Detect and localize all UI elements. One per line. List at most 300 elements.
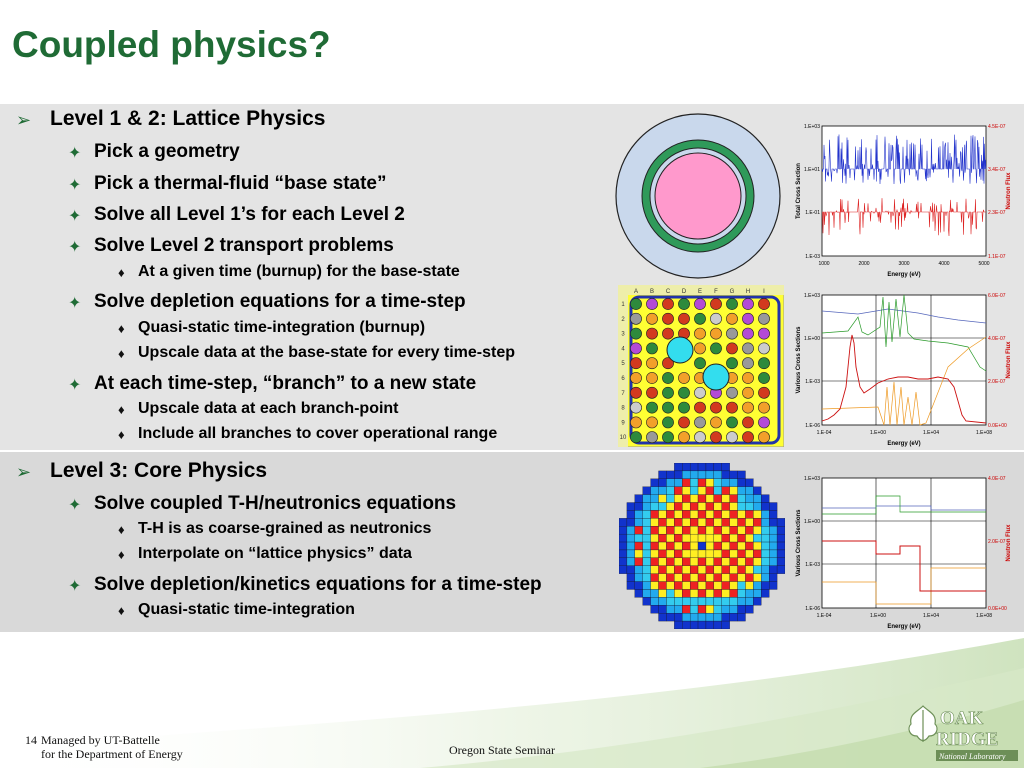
core-cell: [698, 542, 706, 550]
core-cell: [682, 582, 690, 590]
core-cell: [619, 518, 627, 526]
core-cell: [722, 526, 730, 534]
core-cell: [627, 503, 635, 511]
core-cell: [722, 613, 730, 621]
core-cell: [674, 479, 682, 487]
fuel-pin: [646, 432, 657, 443]
y2-axis-label: Neutron Flux: [1006, 172, 1012, 210]
core-cell: [674, 510, 682, 518]
fuel-pin: [646, 313, 657, 324]
core-cell: [698, 495, 706, 503]
core-cell: [730, 589, 738, 597]
core-cell: [777, 518, 785, 526]
core-cell: [659, 542, 667, 550]
y-tick-label: 1.E-06: [805, 606, 820, 612]
core-cell: [690, 526, 698, 534]
core-cell: [643, 518, 651, 526]
section1-item: Solve all Level 1’s for each Level 2: [94, 204, 405, 225]
core-cell: [690, 589, 698, 597]
core-cell: [753, 566, 761, 574]
footer-center-text: Oregon State Seminar: [449, 743, 555, 757]
fuel-pin: [742, 432, 753, 443]
fuel-pin: [758, 432, 769, 443]
core-cell: [714, 518, 722, 526]
logo-national-laboratory-text: National Laboratory: [939, 752, 1006, 761]
core-cell: [769, 518, 777, 526]
fuel-pin: [758, 402, 769, 413]
core-cell: [674, 463, 682, 471]
core-cell: [698, 558, 706, 566]
core-cell: [753, 589, 761, 597]
core-cell: [722, 582, 730, 590]
core-cell: [753, 574, 761, 582]
core-cell: [745, 582, 753, 590]
core-cell: [635, 574, 643, 582]
core-cell: [666, 487, 674, 495]
core-cell: [659, 487, 667, 495]
guide-tube: [667, 337, 693, 363]
core-cell: [643, 582, 651, 590]
section1-subitem: At a given time (burnup) for the base-state: [138, 263, 460, 280]
core-cell: [714, 613, 722, 621]
fuel-pin: [630, 298, 641, 309]
star-bullet-icon: ✦: [68, 177, 82, 194]
star-bullet-icon: ✦: [68, 208, 82, 225]
core-cell: [651, 566, 659, 574]
core-cell: [651, 487, 659, 495]
core-cell: [769, 534, 777, 542]
core-cell: [753, 495, 761, 503]
core-cell: [745, 566, 753, 574]
core-cell: [659, 495, 667, 503]
core-cell: [745, 503, 753, 511]
core-cell: [635, 542, 643, 550]
y2-tick-label: 2.3E-07: [988, 210, 1006, 216]
fuel-pin: [726, 402, 737, 413]
core-cell: [738, 503, 746, 511]
core-cell: [753, 542, 761, 550]
core-cell: [777, 550, 785, 558]
core-cell: [643, 542, 651, 550]
core-cell: [651, 534, 659, 542]
core-cell: [730, 558, 738, 566]
core-cell: [666, 495, 674, 503]
core-cell: [714, 479, 722, 487]
section1-heading: Level 1 & 2: Lattice Physics: [50, 107, 326, 130]
core-cell: [761, 566, 769, 574]
fuel-pin: [630, 313, 641, 324]
core-cell: [635, 566, 643, 574]
core-cell: [659, 471, 667, 479]
fuel-pin: [758, 328, 769, 339]
core-cell: [627, 526, 635, 534]
core-cell: [666, 534, 674, 542]
core-cell: [745, 597, 753, 605]
core-cell: [674, 558, 682, 566]
footer-managed-line2: for the Department of Energy: [41, 747, 183, 761]
core-cell: [730, 479, 738, 487]
x-tick-label: 1.E-04: [816, 613, 832, 619]
fuel-pin: [758, 298, 769, 309]
core-cell: [635, 510, 643, 518]
core-cell: [651, 510, 659, 518]
core-cell: [730, 510, 738, 518]
core-cell: [682, 589, 690, 597]
core-cell: [738, 510, 746, 518]
core-cell: [651, 495, 659, 503]
y2-tick-label: 1.1E-07: [988, 254, 1006, 260]
assembly-row-label: 8: [621, 405, 625, 412]
y-tick-label: 1.E+03: [804, 476, 820, 482]
core-cell: [682, 518, 690, 526]
core-cell: [666, 471, 674, 479]
core-cell: [619, 526, 627, 534]
core-cell: [682, 558, 690, 566]
core-cell: [761, 503, 769, 511]
core-cell: [698, 582, 706, 590]
core-cell: [761, 534, 769, 542]
core-cell: [706, 503, 714, 511]
y-tick-label: 1.E-01: [805, 210, 820, 216]
core-cell: [690, 463, 698, 471]
core-cell: [738, 582, 746, 590]
y2-tick-label: 2.0E-07: [988, 539, 1006, 545]
core-cell: [730, 613, 738, 621]
y2-tick-label: 4.0E-07: [988, 476, 1006, 482]
diamond-bullet-icon: ♦: [118, 265, 125, 280]
fuel-pin: [758, 358, 769, 369]
core-cell: [682, 542, 690, 550]
core-cell: [690, 503, 698, 511]
y2-tick-label: 4.0E-07: [988, 336, 1006, 342]
core-cell: [682, 605, 690, 613]
core-cell: [674, 605, 682, 613]
core-cell: [666, 558, 674, 566]
assembly-column-label: A: [633, 289, 639, 295]
logo-ridge-text: RIDGE: [936, 729, 999, 750]
oak-leaf-icon: [909, 706, 937, 742]
core-cell: [706, 550, 714, 558]
core-cell: [714, 510, 722, 518]
core-cell: [769, 526, 777, 534]
arrow-bullet-icon: ➢: [16, 462, 32, 482]
core-cell: [666, 574, 674, 582]
core-cell: [761, 542, 769, 550]
core-cell: [698, 589, 706, 597]
fuel-pin: [646, 372, 657, 383]
fuel-pin: [726, 313, 737, 324]
core-cell: [769, 582, 777, 590]
core-cell: [643, 526, 651, 534]
core-cell: [745, 558, 753, 566]
core-cell: [745, 479, 753, 487]
section2-item: Solve depletion/kinetics equations for a time-step: [94, 574, 542, 595]
core-cell: [674, 582, 682, 590]
y-tick-label: 1.E+01: [804, 167, 820, 173]
core-cell: [690, 582, 698, 590]
core-cell: [682, 550, 690, 558]
core-cell: [666, 503, 674, 511]
assembly-column-label: H: [745, 289, 751, 295]
core-cell: [722, 503, 730, 511]
core-cell: [659, 589, 667, 597]
fuel-pin: [630, 387, 641, 398]
core-cell: [730, 495, 738, 503]
star-bullet-icon: ✦: [68, 578, 82, 595]
chart-cross-section-vs-energy-1: [788, 118, 1020, 280]
core-cell: [682, 574, 690, 582]
core-cell: [643, 589, 651, 597]
core-cell: [753, 558, 761, 566]
core-cell: [643, 597, 651, 605]
core-cell: [674, 495, 682, 503]
core-cell: [674, 471, 682, 479]
core-cell: [769, 510, 777, 518]
fuel-pin: [678, 402, 689, 413]
core-cell: [761, 550, 769, 558]
core-cell: [627, 582, 635, 590]
core-cell: [651, 518, 659, 526]
x-tick-label: 5000: [978, 261, 990, 267]
y-tick-label: 1.E-03: [805, 379, 820, 385]
core-cell: [619, 558, 627, 566]
core-cell: [666, 510, 674, 518]
core-cell: [730, 566, 738, 574]
core-cell: [674, 613, 682, 621]
fuel-pin: [758, 417, 769, 428]
assembly-column-label: G: [729, 289, 735, 295]
core-cell: [690, 487, 698, 495]
fuel-pin: [662, 298, 673, 309]
fuel-pin: [678, 313, 689, 324]
core-cell: [706, 574, 714, 582]
fuel-pin: [726, 387, 737, 398]
y2-axis-label: Neutron Flux: [1006, 341, 1012, 379]
core-cell: [730, 534, 738, 542]
core-cell: [682, 479, 690, 487]
fuel-pin: [662, 402, 673, 413]
section1-subitem: Upscale data at each branch-point: [138, 400, 399, 417]
core-cell: [698, 550, 706, 558]
core-cell: [619, 550, 627, 558]
fuel-pin: [630, 417, 641, 428]
assembly-column-label: C: [665, 289, 671, 295]
core-cell: [698, 479, 706, 487]
assembly-column-label: I: [763, 289, 765, 295]
fuel-pin: [710, 402, 721, 413]
core-cell: [698, 605, 706, 613]
core-cell: [666, 605, 674, 613]
core-cell: [666, 542, 674, 550]
core-cell: [722, 597, 730, 605]
core-cell: [753, 526, 761, 534]
fuel-pin: [662, 372, 673, 383]
core-cell: [745, 574, 753, 582]
core-cell: [659, 518, 667, 526]
assembly-column-label: B: [649, 289, 655, 295]
core-cell: [706, 510, 714, 518]
core-cell: [698, 597, 706, 605]
y-axis-label: Various Cross Sections: [796, 509, 802, 577]
fuel-pin: [630, 358, 641, 369]
y2-tick-label: 0.0E+00: [988, 606, 1007, 612]
core-cell: [627, 558, 635, 566]
core-cell: [714, 487, 722, 495]
core-cell: [745, 542, 753, 550]
core-cell: [635, 503, 643, 511]
fuel-pin: [758, 313, 769, 324]
core-cell: [722, 558, 730, 566]
core-cell: [722, 471, 730, 479]
core-cell: [706, 605, 714, 613]
core-cell: [745, 495, 753, 503]
core-cell: [722, 534, 730, 542]
core-cell: [674, 597, 682, 605]
core-cell: [659, 534, 667, 542]
core-cell: [745, 589, 753, 597]
y-axis-label: Various Cross Sections: [796, 326, 802, 394]
core-cell: [777, 542, 785, 550]
core-cell: [753, 510, 761, 518]
section1-subitem: Upscale data at the base-state for every time-step: [138, 344, 516, 361]
fuel-pin: [742, 372, 753, 383]
fuel-pin: [630, 372, 641, 383]
x-tick-label: 1.E+00: [870, 430, 886, 436]
assembly-row-label: 4: [621, 346, 625, 353]
core-cell: [690, 542, 698, 550]
y2-axis-label: Neutron Flux: [1006, 524, 1012, 562]
oak-ridge-logo: [903, 700, 1021, 766]
core-cell: [730, 526, 738, 534]
fuel-pin: [678, 298, 689, 309]
core-cell: [674, 526, 682, 534]
core-cell: [666, 550, 674, 558]
fuel-pin: [662, 417, 673, 428]
core-cell: [674, 503, 682, 511]
section1-subitem: Include all branches to cover operational range: [138, 425, 498, 442]
core-cell: [651, 582, 659, 590]
page-number: 14: [25, 733, 37, 747]
core-cell: [643, 558, 651, 566]
core-cell: [651, 542, 659, 550]
core-cell: [722, 550, 730, 558]
core-cell: [690, 597, 698, 605]
core-cell: [722, 542, 730, 550]
fuel-pin: [710, 313, 721, 324]
y2-tick-label: 6.0E-07: [988, 293, 1006, 299]
fuel-pin: [742, 402, 753, 413]
core-cell: [659, 479, 667, 487]
assembly-row-label: 1: [621, 302, 625, 308]
fuel-pin: [742, 417, 753, 428]
fuel-pin: [742, 298, 753, 309]
x-tick-label: 1.E+08: [976, 613, 992, 619]
core-cell: [627, 534, 635, 542]
section1-item: Solve depletion equations for a time-step: [94, 291, 466, 312]
core-cell: [659, 503, 667, 511]
fuel-pin: [694, 313, 705, 324]
section2-subitem: T-H is as coarse-grained as neutronics: [138, 520, 432, 537]
core-cell: [682, 495, 690, 503]
core-cell: [666, 518, 674, 526]
core-cell: [761, 558, 769, 566]
core-cell: [753, 487, 761, 495]
core-cell: [690, 471, 698, 479]
core-cell: [698, 471, 706, 479]
core-cell: [745, 534, 753, 542]
core-cell: [706, 534, 714, 542]
y-tick-label: 1.E-06: [805, 423, 820, 429]
core-cell: [730, 550, 738, 558]
core-cell: [738, 487, 746, 495]
core-cell: [761, 582, 769, 590]
core-cell: [745, 605, 753, 613]
core-cell: [627, 550, 635, 558]
core-cell: [722, 510, 730, 518]
page-title: Coupled physics?: [12, 24, 331, 65]
core-cell: [706, 542, 714, 550]
core-cell: [777, 566, 785, 574]
fuel-pin: [694, 432, 705, 443]
core-cell: [730, 605, 738, 613]
fuel-pin: [710, 298, 721, 309]
core-cell: [682, 534, 690, 542]
core-cell: [635, 518, 643, 526]
core-cell: [659, 558, 667, 566]
fuel-pin: [726, 343, 737, 354]
core-cell: [698, 613, 706, 621]
core-cell: [651, 503, 659, 511]
core-cell: [714, 503, 722, 511]
y-axis-label: Total Cross Section: [796, 163, 802, 219]
core-cell: [738, 471, 746, 479]
core-map-diagram: [619, 463, 785, 629]
core-cell: [738, 566, 746, 574]
core-cell: [651, 479, 659, 487]
fuel-pin: [742, 387, 753, 398]
core-cell: [738, 558, 746, 566]
fuel-pin: [646, 298, 657, 309]
core-cell: [627, 542, 635, 550]
core-cell: [769, 558, 777, 566]
star-bullet-icon: ✦: [68, 295, 82, 312]
core-cell: [690, 495, 698, 503]
section2-item: Solve coupled T-H/neutronics equations: [94, 493, 457, 514]
fuel-pin: [662, 313, 673, 324]
core-cell: [619, 566, 627, 574]
core-cell: [714, 526, 722, 534]
core-cell: [682, 613, 690, 621]
core-cell: [651, 558, 659, 566]
fuel-pin: [742, 313, 753, 324]
y-tick-label: 1.E+03: [804, 124, 820, 130]
core-cell: [745, 510, 753, 518]
core-cell: [635, 550, 643, 558]
core-cell: [666, 566, 674, 574]
core-cell: [753, 518, 761, 526]
core-cell: [635, 582, 643, 590]
core-cell: [722, 518, 730, 526]
core-cell: [738, 518, 746, 526]
core-cell: [666, 479, 674, 487]
y-tick-label: 1.E+00: [804, 336, 820, 342]
diamond-bullet-icon: ♦: [118, 346, 125, 361]
y2-tick-label: 4.5E-07: [988, 124, 1006, 130]
core-cell: [761, 518, 769, 526]
fuel-pin: [646, 358, 657, 369]
core-cell: [698, 566, 706, 574]
core-cell: [651, 550, 659, 558]
